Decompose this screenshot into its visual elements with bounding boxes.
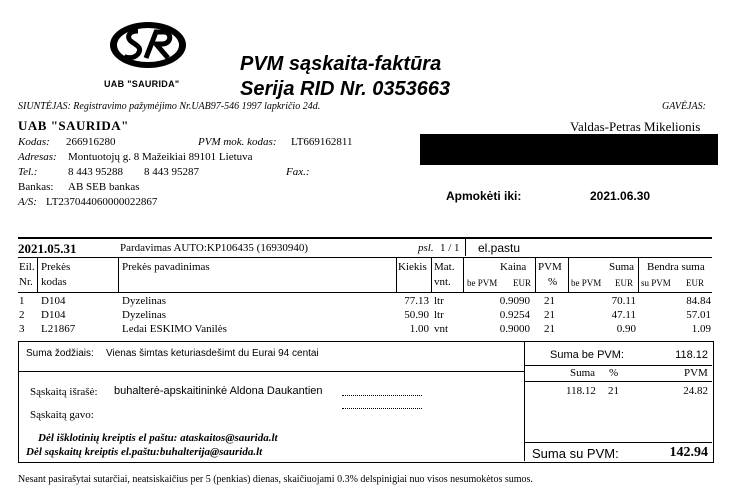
cell-code: L21867	[41, 323, 76, 335]
header-vat-1: PVM	[538, 261, 562, 273]
sender-bank: AB SEB bankas	[68, 181, 140, 193]
sub-vat-label: PVM	[684, 367, 708, 379]
sender-fax-label: Fax.:	[286, 166, 310, 178]
sender-tel-label: Tel.:	[18, 166, 38, 178]
issuer-signature-line	[342, 395, 422, 396]
cell-price: 0.9254	[499, 309, 530, 321]
col-divider-5	[463, 258, 464, 292]
issuer-label: Sąskaitą išrašė:	[30, 386, 98, 398]
header-sum-sub-1: be PVM	[571, 278, 602, 288]
sender-tel1: 8 443 95288	[68, 166, 123, 178]
header-total-sub-2: EUR	[686, 278, 704, 288]
header-unit-2: vnt.	[434, 276, 451, 288]
summary-rule-right-1	[525, 365, 712, 366]
sender-code: 266916280	[66, 136, 116, 148]
col-divider-6	[535, 258, 536, 292]
header-unit-1: Mat.	[434, 261, 455, 273]
cell-unit: vnt	[434, 323, 449, 335]
document-series: Serija RID Nr. 0353663	[240, 78, 451, 100]
sender-address: Montuotojų g. 8 Mažeikiai 89101 Lietuva	[68, 151, 253, 163]
cell-total: 1.09	[691, 323, 711, 335]
header-code-2: kodas	[41, 276, 67, 288]
logo-company-name: UAB "SAURIDA"	[104, 79, 180, 89]
issuer: buhalterė-apskaitininkė Aldona Daukantien	[114, 385, 323, 397]
summary-rule-right-3	[525, 442, 712, 443]
cell-vat: 21	[544, 309, 555, 321]
sender-name: UAB "SAURIDA"	[18, 118, 129, 133]
sum-no-vat-label: Suma be PVM:	[550, 349, 624, 361]
receiver-signature-line	[342, 408, 422, 409]
payment-date: 2021.06.30	[590, 189, 651, 203]
company-logo	[98, 18, 198, 78]
cell-code: D104	[41, 295, 66, 307]
cell-nr: 3	[19, 323, 25, 335]
sender-registration: SIUNTĖJAS: Registravimo pažymėjimo Nr.UAB97-546 1997 lapkričio 24d.	[18, 101, 321, 112]
header-price-sub-2: EUR	[513, 278, 531, 288]
col-divider-2	[118, 258, 119, 292]
header-price: Kaina	[500, 261, 527, 273]
note-invoices: Dėl sąskaitų kreiptis el.paštu:buhalterija@saurida.lt	[26, 446, 263, 458]
cell-sum: 47.11	[611, 309, 636, 321]
sender-vat-label: PVM mok. kodas:	[198, 136, 277, 148]
header-nr-2: Nr.	[19, 276, 33, 288]
summary-rule-right-2	[525, 381, 712, 382]
sub-pct: 21	[608, 385, 619, 397]
payment-label: Apmokėti iki:	[446, 189, 522, 203]
cell-nr: 1	[19, 295, 25, 307]
doc-line-top-rule	[18, 237, 712, 239]
sum-words-label: Suma žodžiais:	[26, 348, 94, 359]
sub-vat: 24.82	[683, 385, 708, 397]
receiver-name: Valdas-Petras Mikelionis	[570, 119, 701, 134]
header-nr-1: Eil.	[19, 261, 35, 273]
cell-total: 57.01	[686, 309, 711, 321]
cell-sum: 70.11	[611, 295, 636, 307]
footer-note: Nesant pasirašytai sutarčiai, neatsiskaičius per 5 (penkias) dienas, skaičiuojami 0.3% delspinigiai nuo visos nesumokėtos sumos.	[18, 474, 533, 485]
sum-with-vat-label: Suma su PVM:	[532, 446, 619, 461]
cell-total: 84.84	[686, 295, 711, 307]
header-price-sub-1: be PVM	[467, 278, 498, 288]
receiver-label: GAVĖJAS:	[662, 101, 706, 112]
document-title: PVM sąskaita-faktūra	[240, 53, 442, 75]
sub-pct-label: %	[609, 367, 619, 379]
sender-address-label: Adresas:	[18, 151, 57, 163]
cell-code: D104	[41, 309, 66, 321]
cell-qty: 77.13	[404, 295, 429, 307]
sender-vat: LT669162811	[291, 136, 353, 148]
sender-account: LT237044060000022867	[46, 196, 158, 208]
summary-divider	[524, 342, 525, 461]
cell-price: 0.9000	[499, 323, 530, 335]
header-name: Prekės pavadinimas	[122, 261, 210, 273]
cell-price: 0.9090	[499, 295, 530, 307]
cell-vat: 21	[544, 323, 555, 335]
sender-account-label: A/S:	[18, 196, 37, 208]
doc-line-divider	[465, 238, 466, 256]
col-divider-8	[638, 258, 639, 292]
receiver-sign-label: Sąskaitą gavo:	[30, 409, 94, 421]
cell-name: Dyzelinas	[122, 295, 166, 307]
sum-no-vat: 118.12	[675, 349, 708, 361]
col-divider-1	[37, 258, 38, 292]
header-total: Bendra suma	[647, 261, 705, 273]
header-vat-2: %	[548, 276, 558, 288]
table-header-bottom-rule	[18, 292, 712, 293]
cell-name: Dyzelinas	[122, 309, 166, 321]
page-label: psl.	[418, 242, 434, 254]
summary-rule-1	[19, 371, 524, 372]
sale-description: Pardavimas AUTO:KP106435 (16930940)	[120, 242, 309, 254]
col-divider-7	[568, 258, 569, 292]
cell-unit: ltr	[434, 309, 444, 321]
cell-unit: ltr	[434, 295, 444, 307]
page-number: 1 / 1	[440, 242, 460, 254]
sender-bank-label: Bankas:	[18, 181, 54, 193]
sum-with-vat: 142.94	[669, 445, 708, 460]
cell-vat: 21	[544, 295, 555, 307]
cell-qty: 50.90	[404, 309, 429, 321]
col-divider-4	[431, 258, 432, 292]
sender-tel2: 8 443 95287	[144, 166, 199, 178]
header-total-sub-1: su PVM	[641, 278, 671, 288]
sub-sum: 118.12	[566, 385, 596, 397]
sub-sum-label: Suma	[570, 367, 596, 379]
header-code-1: Prekės	[41, 261, 71, 273]
delivery-method: el.pastu	[478, 241, 521, 255]
table-top-rule	[18, 257, 712, 258]
receiver-redaction	[420, 134, 718, 165]
cell-qty: 1.00	[409, 323, 429, 335]
col-divider-3	[396, 258, 397, 292]
cell-nr: 2	[19, 309, 25, 321]
cell-sum: 0.90	[616, 323, 636, 335]
note-statements: Dėl išklotinių kreiptis el paštu: ataskaitos@saurida.lt	[38, 432, 278, 444]
header-qty: Kiekis	[398, 261, 427, 273]
header-sum-sub-2: EUR	[615, 278, 633, 288]
header-sum: Suma	[609, 261, 635, 273]
invoice-date: 2021.05.31	[18, 241, 77, 256]
sum-words: Vienas šimtas keturiasdešimt du Eurai 94 centai	[106, 348, 319, 359]
cell-name: Ledai ESKIMO Vanilės	[122, 323, 227, 335]
sender-code-label: Kodas:	[18, 136, 50, 148]
